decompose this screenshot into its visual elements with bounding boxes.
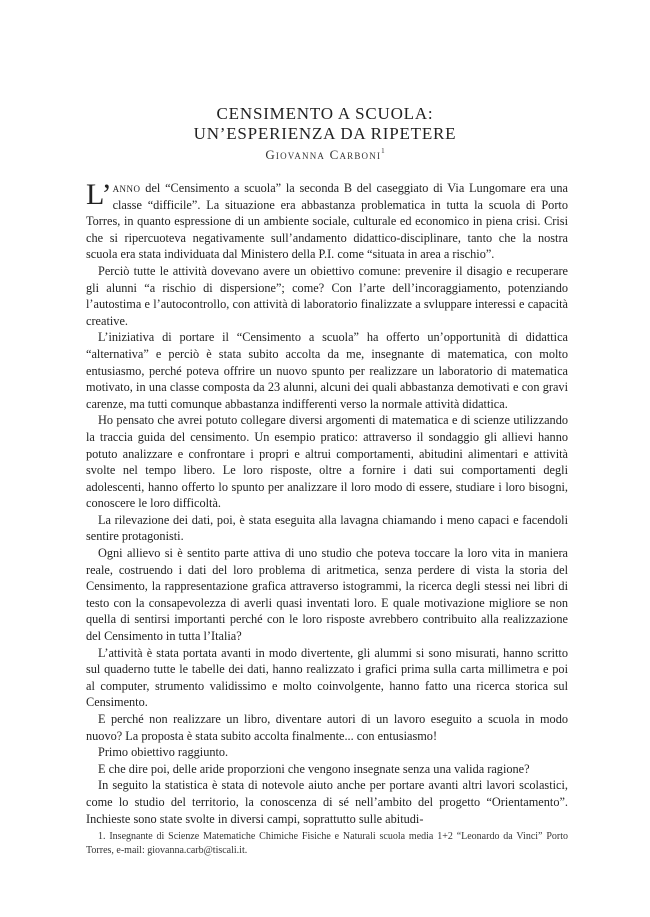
footnote-marker: 1: [381, 147, 385, 155]
paragraph-5: La rilevazione dei dati, poi, è stata eseguita alla lavagna chiamando i meno capaci e facendoli sentire protagonisti.: [86, 512, 568, 544]
paragraph-2: Perciò tutte le attività dovevano avere un obiettivo comune: prevenire il disagio e recuperare gli alunni “a rischio di dispersione”; come? Con l’arte dell’incoraggiamento, potenziando l’autostima e l’autocontrollo, con attività di laboratorio finalizzate a svluppare interessi e capacità creative.: [86, 263, 568, 328]
footnote: 1. Insegnante di Scienze Matematiche Chimiche Fisiche e Naturali scuola media 1+2 “Leonardo da Vinci” Porto Torres, e-mail: giovanna.carb@tiscali.it.: [86, 831, 568, 856]
paragraph-10: E che dire poi, delle aride proporzioni che vengono insegnate senza una valida ragione?: [98, 761, 530, 776]
paragraph-1-text: del “Censimento a scuola” la seconda B del caseggiato di Via Lungomare era una classe “difficile”. La situazione era abbastanza problematica in tutta la scuola di Porto Torres, in quanto espressione di un ambiente sociale, culturale ed economico in piena crisi. Crisi che si ripercuoteva negativamente sull’andamento didattico-disciplinare, tanto che la nostra scuola era stata individuata dal Ministero della P.I. come “situata in area a rischio”.: [86, 181, 568, 262]
author-name: Giovanna Carboni: [265, 147, 382, 162]
paragraph-1: [86, 180, 568, 263]
article-body: [86, 180, 568, 827]
paragraph-9: Primo obiettivo raggiunto.: [98, 745, 229, 760]
paragraph-11: In seguito la statistica è stata di notevole aiuto anche per portare avanti altri lavori scolastici, come lo studio del territorio, la conoscenza di sé nell’ambito del progetto “Orientamento”. Inchieste sono state svolte in diversi campi, soprattutto sulle abitudi-: [86, 778, 568, 826]
paragraph-6: Ogni allievo si è sentito parte attiva di uno studio che poteva toccare la loro vita in maniera reale, costruendo i dati del loro problema di aritmetica, senza perdere di vista la storia del Censimento, la rappresentazione grafica attraverso istogrammi, la ricerca degli stessi nei libri di testo con la consapevolezza di averli quasi inventati loro. E quale motivazione migliore se non quella di sentirsi importanti perché con le loro risposte avrebbero contribuito alla realizzazione del Censimento in tutta l’Italia?: [86, 546, 568, 644]
paragraph-4: Ho pensato che avrei potuto collegare diversi argomenti di matematica e di scienze utilizzando la traccia guida del censimento. Un esempio pratico: attraverso il sondaggio gli allievi hanno potuto analizzare e confrontare i propri e altrui comportamenti, abitudini alimentari e attività svolte nel tempo libero. Le loro risposte, oltre a fornire i dati sui comportamenti degli adolescenti, hanno offerto lo spunto per analizzare il loro modo di essere, studiare i loro bisogni, conoscere le loro difficoltà.: [86, 413, 568, 511]
drop-cap: L’: [86, 178, 112, 211]
paragraph-8: E perché non realizzare un libro, diventare autori di un lavoro eseguito a scuola in modo nuovo? La proposta è stata subito accolta finalmente... con entusiasmo!: [86, 712, 568, 743]
paragraph-7: L’attività è stata portata avanti in modo divertente, gli alummi si sono misurati, hanno scritto sul quaderno tutte le tabelle dei dati, hanno realizzato i grafici prima sulla carta millimetra e poi al computer, strumento validissimo e molto coinvolgente, hanno fatto una ricerca storica sul Censimento.: [86, 645, 568, 710]
paragraph-3: L’iniziativa di portare il “Censimento a scuola” ha offerto un’opportunità di didattica “alternativa” e perciò è stata subito accolta da me, insegnante di matematica, con molto entusiasmo, perché poteva offrire un nuovo spunto per realizzare un laboratorio di matematica motivato, in una classe composta da 23 alunni, alcuni dei quali abbastanza demotivati e con gravi carenze, ma tutti comunque abbastanza indifferenti verso la normale attività didattica.: [86, 330, 568, 411]
article-author: [0, 147, 650, 163]
article-title-line2: UN’ESPERIENZA DA RIPETERE: [193, 124, 457, 143]
article-title-line1: CENSIMENTO A SCUOLA:: [216, 104, 434, 123]
lead-in-smallcaps: anno: [112, 181, 141, 195]
